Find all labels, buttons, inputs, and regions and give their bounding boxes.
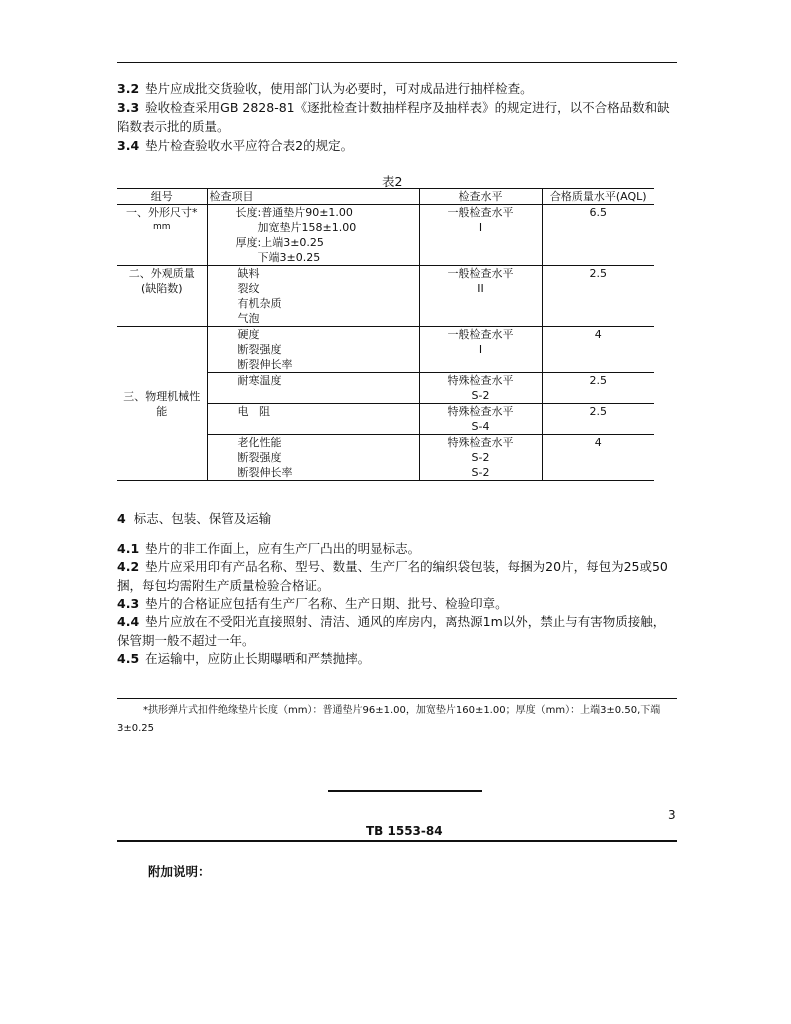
clause-4-2	[117, 558, 677, 595]
table-caption: 表2	[382, 174, 403, 189]
level-line: S-2	[471, 389, 490, 402]
group-unit: mm	[152, 222, 171, 232]
item-line: 断裂伸长率	[237, 358, 293, 371]
level-line: 一般检查水平	[447, 267, 514, 280]
group-cell	[117, 327, 207, 481]
item-cell	[207, 327, 419, 373]
inspection-table	[117, 188, 654, 481]
table-row	[117, 327, 654, 373]
aql-cell: 4	[542, 435, 654, 481]
level-line: S-2	[471, 451, 490, 464]
item-line: 耐寒温度	[237, 374, 282, 387]
level-line: 特殊检查水平	[447, 405, 514, 418]
group-name: 一、外形尺寸*	[126, 206, 198, 219]
item-line: 电 阻	[237, 405, 270, 418]
clause-4-5	[117, 650, 677, 669]
section-4-title	[117, 509, 271, 527]
section-title-text: 标志、包装、保管及运输	[133, 511, 272, 526]
clause-text: 垫片检查验收水平应符合表2的规定。	[145, 138, 354, 153]
item-line: 缺料	[237, 267, 260, 280]
level-line: S-2	[471, 466, 490, 479]
level-line: II	[477, 282, 484, 295]
aql-cell: 4	[542, 327, 654, 373]
header-level: 检查水平	[419, 189, 542, 205]
level-line: 特殊检查水平	[447, 436, 514, 449]
group-name-cont: 能	[156, 404, 168, 418]
clause-number: 3.2	[117, 81, 140, 96]
clause-3-4	[117, 137, 677, 156]
footnote: *拱形弹片式扣件绝缘垫片长度（mm）：普通垫片96±1.00，加宽垫片160±1.00；厚度（mm）：上端3±0.50,下端3±0.25	[117, 705, 661, 734]
header-group: 组号	[117, 189, 207, 205]
standard-code: TB 1553-84	[366, 824, 443, 838]
group-name: 二、外观质量	[128, 267, 195, 280]
group-name: 三、物理机械性	[123, 389, 201, 403]
clause-number: 4.5	[117, 651, 140, 666]
header-item: 检查项目	[207, 189, 419, 205]
clause-4-4	[117, 613, 677, 650]
clause-text: 垫片应放在不受阳光直接照射、清洁、通风的库房内，离热源1m以外，禁止与有害物质接触，保管期一般不超过一年。	[117, 614, 666, 648]
table-header-row	[117, 189, 654, 205]
clause-text: 垫片应成批交货验收，使用部门认为必要时，可对成品进行抽样检查。	[145, 81, 533, 96]
top-rule	[117, 62, 677, 63]
header-aql: 合格质量水平(AQL)	[542, 189, 654, 205]
item-line: 硬度	[237, 328, 260, 341]
footnote-rule	[117, 698, 677, 699]
level-line: S-4	[471, 420, 490, 433]
item-cell	[207, 266, 419, 327]
clause-text: 在运输中，应防止长期曝晒和严禁抛摔。	[145, 651, 371, 666]
item-line: 断裂伸长率	[237, 466, 293, 479]
level-line: 一般检查水平	[447, 328, 514, 341]
table-row	[117, 205, 654, 266]
clause-number: 4.1	[117, 541, 140, 556]
appendix-label: 附加说明：	[148, 864, 211, 879]
level-cell	[419, 327, 542, 373]
page-number: 3	[668, 808, 676, 822]
group-cell	[117, 205, 207, 266]
clause-4-3	[117, 595, 677, 614]
item-cell	[207, 205, 419, 266]
aql-cell: 2.5	[542, 373, 654, 404]
item-line: 老化性能	[237, 436, 282, 449]
table-row	[117, 266, 654, 327]
end-rule	[328, 790, 482, 792]
clause-text: 垫片的合格证应包括有生产厂名称、生产日期、批号、检验印章。	[145, 596, 508, 611]
level-cell	[419, 404, 542, 435]
clause-text: 垫片的非工作面上，应有生产厂凸出的明显标志。	[145, 541, 421, 556]
item-line: 厚度:上端3±0.25	[235, 236, 324, 249]
level-line: I	[478, 343, 483, 356]
level-line: 一般检查水平	[447, 206, 514, 219]
level-cell	[419, 373, 542, 404]
aql-cell: 2.5	[542, 266, 654, 327]
level-cell	[419, 266, 542, 327]
clause-number: 3.4	[117, 138, 140, 153]
aql-cell: 2.5	[542, 404, 654, 435]
item-cell	[207, 373, 419, 404]
clause-number: 3.3	[117, 100, 140, 115]
level-cell	[419, 205, 542, 266]
item-line: 有机杂质	[237, 297, 282, 310]
item-line: 下端3±0.25	[257, 251, 321, 264]
clause-3-3	[117, 99, 677, 136]
aql-cell: 6.5	[542, 205, 654, 266]
section-number: 4	[117, 511, 126, 526]
level-cell	[419, 435, 542, 481]
clause-number: 4.3	[117, 596, 140, 611]
item-cell	[207, 435, 419, 481]
clause-number: 4.4	[117, 614, 140, 629]
item-line: 长度:普通垫片90±1.00	[235, 206, 353, 219]
clause-3-2	[117, 80, 677, 99]
item-line: 加宽垫片158±1.00	[257, 221, 357, 234]
clause-4-1	[117, 540, 677, 559]
clause-text: 垫片应采用印有产品名称、型号、数量、生产厂名的编织袋包装，每捆为20片，每包为25或50捆，每包均需附生产质量检验合格证。	[117, 559, 668, 593]
item-cell	[207, 404, 419, 435]
item-line: 断裂强度	[237, 451, 282, 464]
group-cell	[117, 266, 207, 327]
group-sub: (缺陷数)	[140, 282, 183, 295]
level-line: 特殊检查水平	[447, 374, 514, 387]
item-line: 裂纹	[237, 282, 260, 295]
clause-text: 验收检查采用GB 2828-81《逐批检查计数抽样程序及抽样表》的规定进行，以不合格品数和缺陷数表示批的质量。	[117, 100, 670, 134]
level-line: I	[478, 221, 483, 234]
item-line: 断裂强度	[237, 343, 282, 356]
item-line: 气泡	[237, 312, 260, 325]
standard-rule	[117, 840, 677, 842]
clause-number: 4.2	[117, 559, 140, 574]
